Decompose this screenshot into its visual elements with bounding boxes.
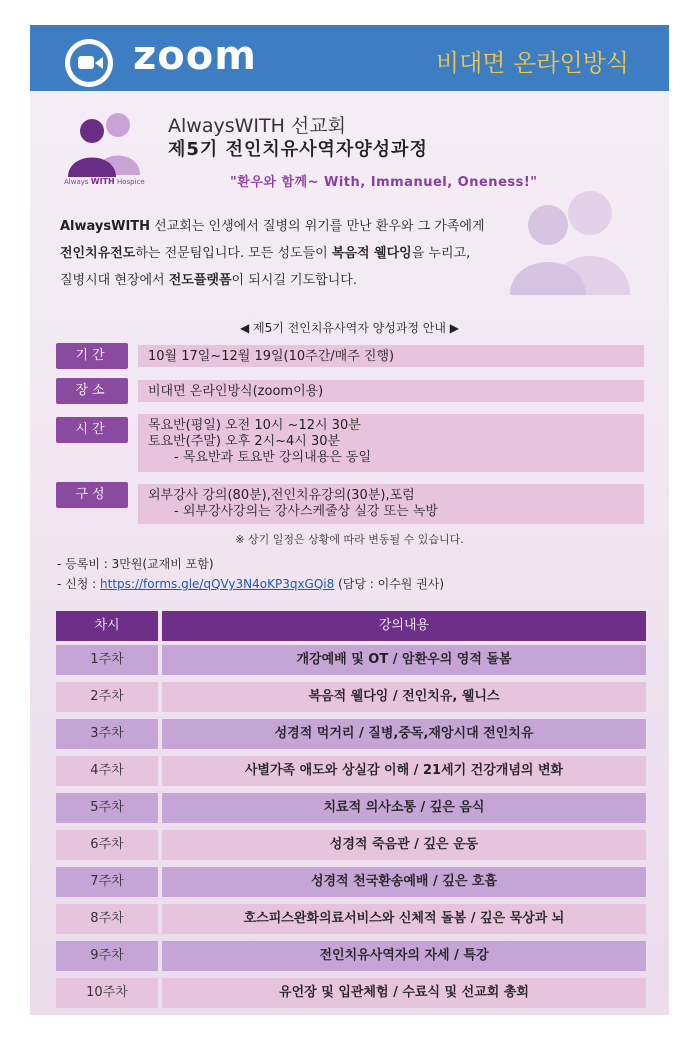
logo-caption: Always WITH Hospice [64,177,145,186]
intro-paragraph: AlwaysWITH 선교회는 인생에서 질병의 위기를 만난 환우와 그 가족에게 전인치유전도하는 전문팀입니다. 모든 성도들이 복음적 웰다잉을 누리고, 질병시대 현장에서 전도플랫폼이 되시길 기도합니다. [60,219,485,288]
online-label: 비대면 온라인방식 [435,49,629,77]
registration-fee: - 등록비 : 3만원(교재비 포함) [57,557,214,571]
table-row: 5주차 치료적 의사소통 / 깊은 음식 [56,793,646,823]
table-row: 2주차 복음적 웰다잉 / 전인치유, 웰니스 [56,682,646,712]
table-row: 6주차 성경적 죽음관 / 깊은 운동 [56,830,646,860]
header-bar [30,25,669,91]
zoom-wordmark: zoom [133,33,257,79]
people-logo-icon [62,109,154,179]
header-content: 강의내용 [162,611,646,641]
org-name: AlwaysWITH 선교회 [168,115,346,137]
schedule-note: ※ 상기 일정은 상황에 따라 변동될 수 있습니다. [235,533,464,546]
application-link[interactable]: https://forms.gle/qQVy3N4oKP3qxGQi8 [100,577,335,591]
zoom-camera-icon [65,39,113,87]
info-value-time: 목요반(평일) 오전 10시 ~12시 30분 토요반(주말) 오후 2시~4시 30분 - 목요반과 토요반 강의내용은 동일 [138,414,644,472]
course-title: 제5기 전인치유사역자양성과정 [168,139,428,160]
table-row: 7주차 성경적 천국환송예배 / 깊은 호흡 [56,867,646,897]
info-value-period: 10월 17일~12월 19일(10주간/매주 진행) [138,345,644,367]
table-row: 1주차 개강예배 및 OT / 암환우의 영적 돌봄 [56,645,646,675]
application-info: - 신청 : https://forms.gle/qQVy3N4oKP3qxGQi8 (담당 : 이수원 권사) [57,577,445,591]
info-label-place: 장소 [56,378,128,404]
header-session: 차시 [56,611,158,641]
table-row: 8주차 호스피스완화의료서비스와 신체적 돌봄 / 깊은 묵상과 뇌 [56,904,646,934]
table-row: 10주차 유언장 및 입관체험 / 수료식 및 선교회 총회 [56,978,646,1008]
info-value-place: 비대면 온라인방식(zoom이용) [138,380,644,402]
info-label-period: 기간 [56,343,128,369]
info-label-time: 시간 [56,417,128,443]
poster [30,25,669,1015]
schedule-header-row [56,611,646,641]
guide-heading: ◀ 제5기 전인치유사역자 양성과정 안내 ▶ [239,321,460,335]
table-row: 9주차 전인치유사역자의 자세 / 특강 [56,941,646,971]
table-row: 4주차 사별가족 애도와 상실감 이해 / 21세기 건강개념의 변화 [56,756,646,786]
info-value-composition: 외부강사 강의(80분),전인치유강의(30분),포럼 - 외부강사강의는 강사스케줄상 실강 또는 녹방 [138,484,644,524]
motto: "환우와 함께~ With, Immanuel, Oneness!" [230,175,538,190]
table-row: 3주차 성경적 먹거리 / 질병,중독,재앙시대 전인치유 [56,719,646,749]
info-label-composition: 구성 [56,482,128,508]
